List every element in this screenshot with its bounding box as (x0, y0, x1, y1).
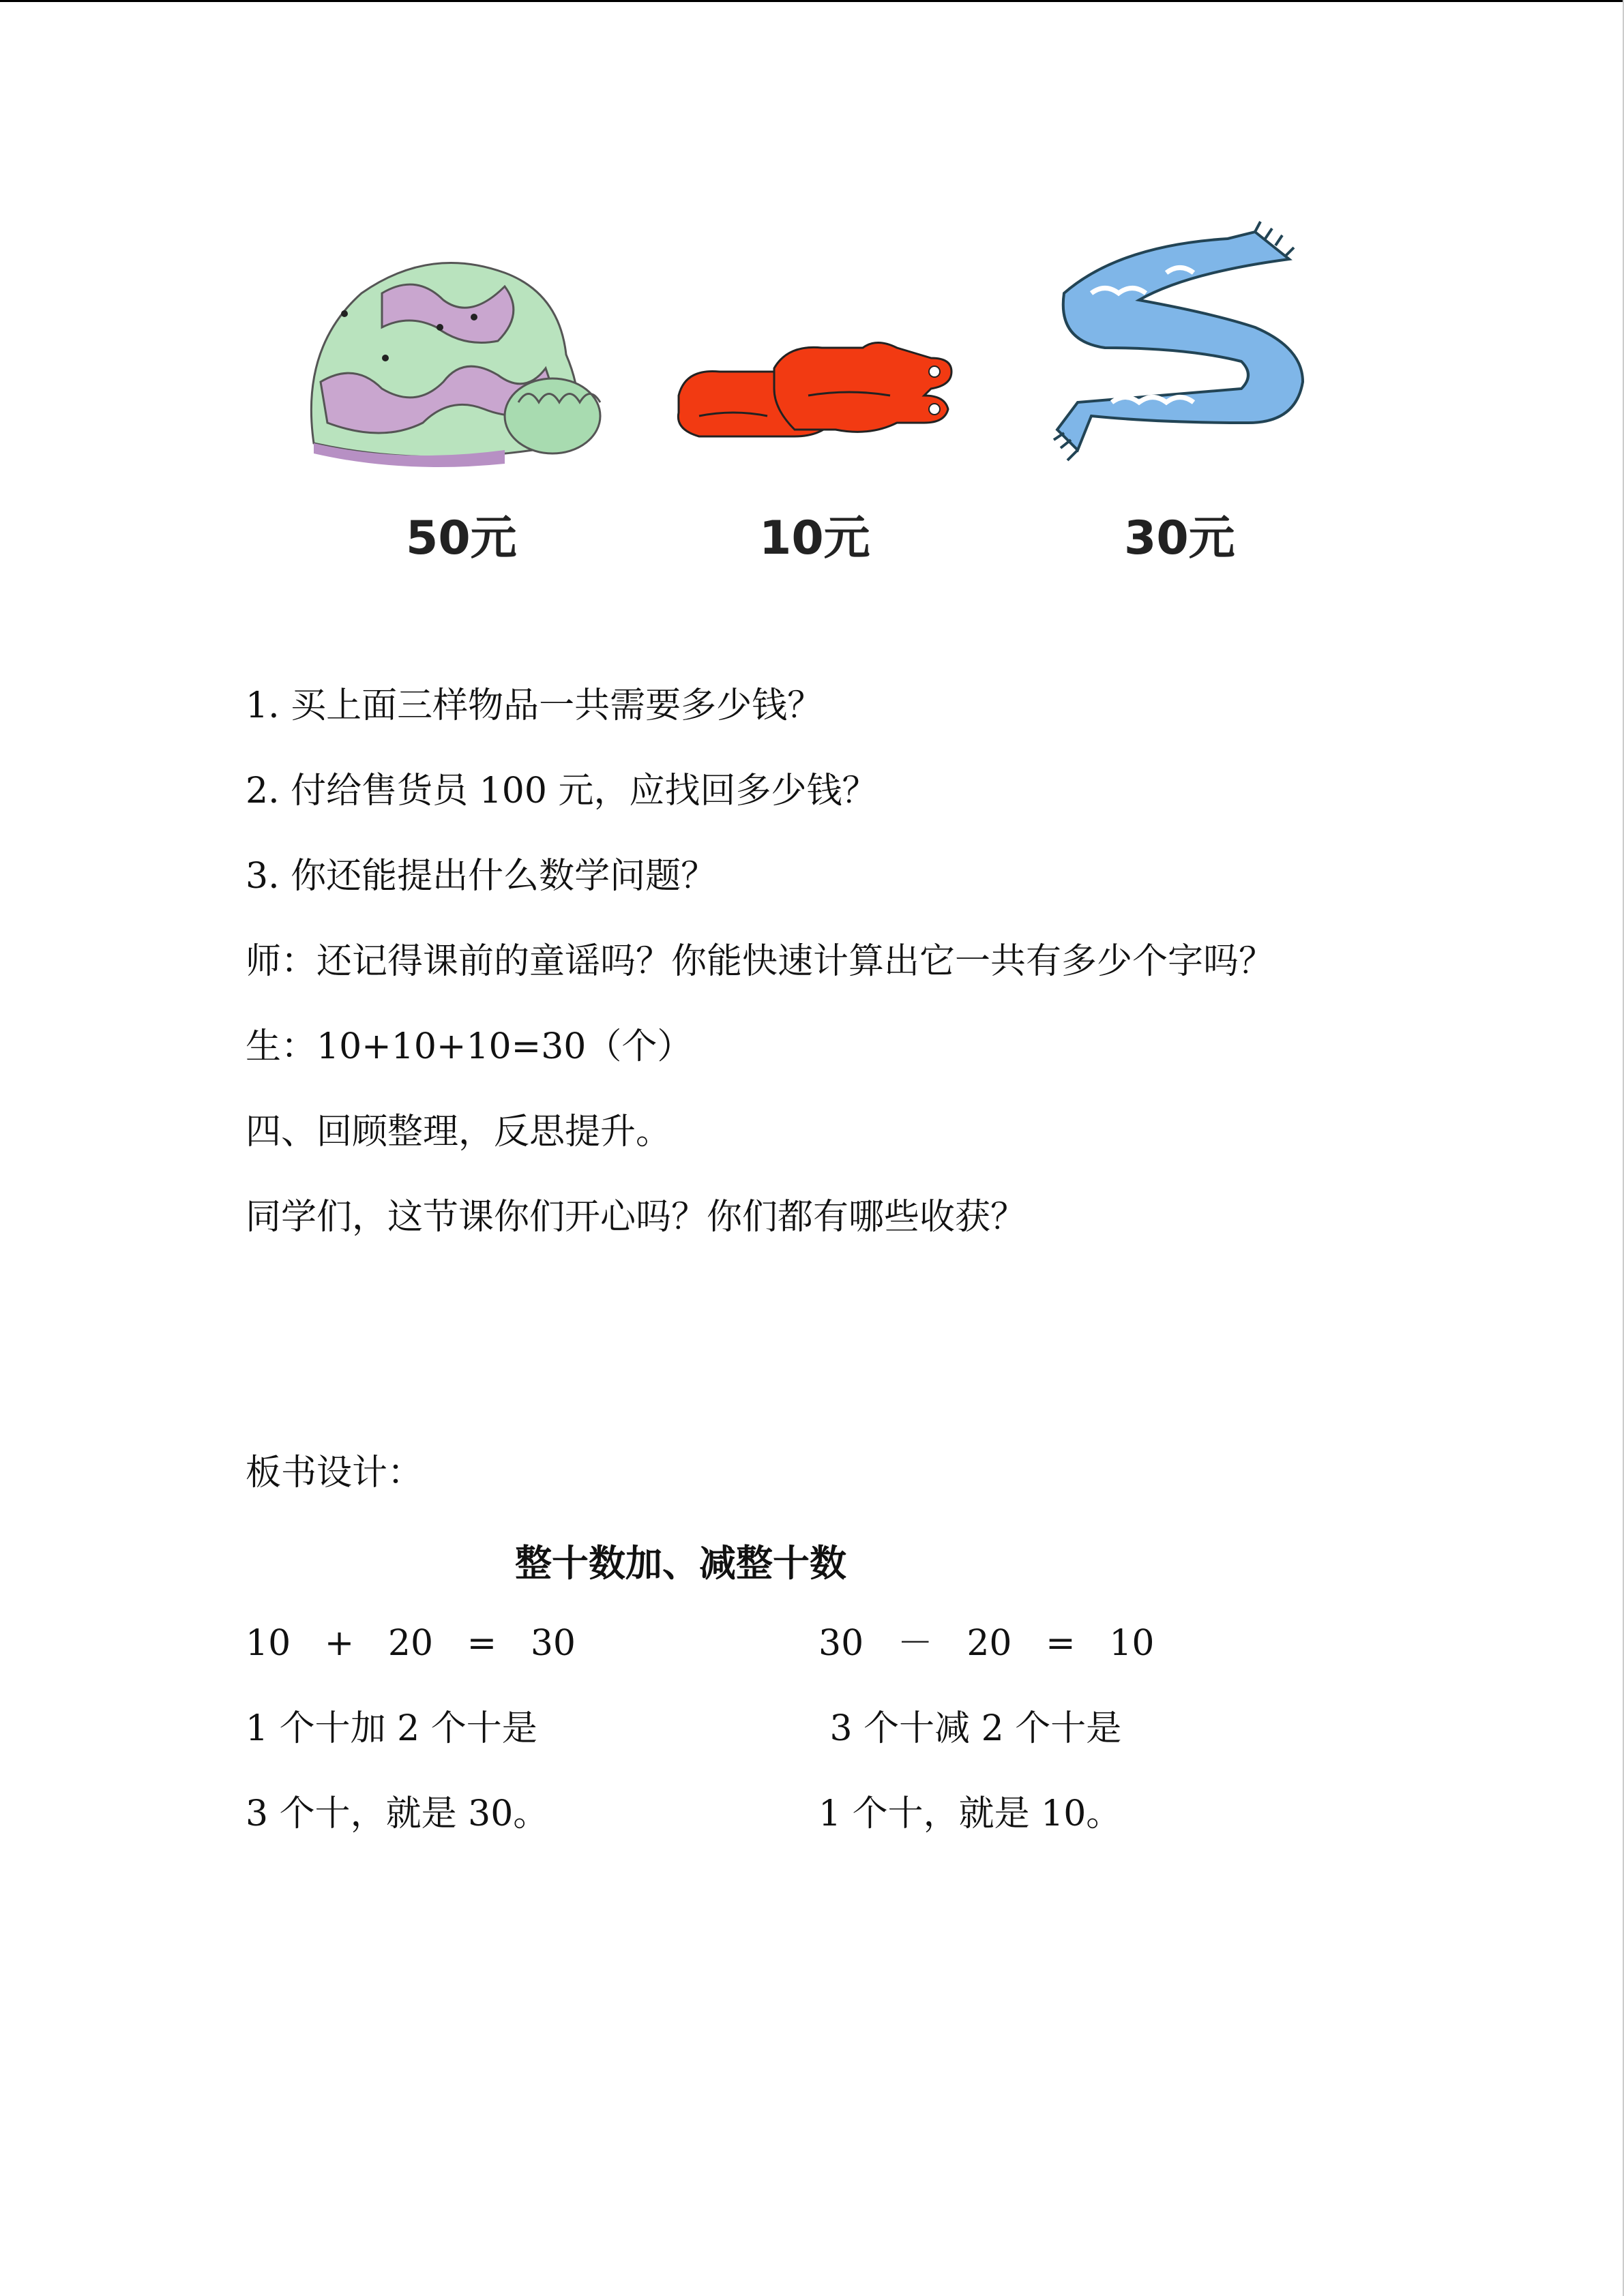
board-title: 整十数加、减整十数 (515, 1541, 846, 1585)
hat-price: 50元 (406, 511, 517, 565)
page-top-border (0, 0, 1624, 2)
board-label: 板书设计： (246, 1452, 424, 1493)
hat-image (300, 245, 621, 471)
scarf-price: 30元 (1124, 511, 1235, 565)
gloves-price: 10元 (759, 511, 870, 565)
right-line-2: 1 个十，就是 10。 (818, 1793, 1122, 1834)
left-equation: 10 + 20 = 30 (246, 1623, 576, 1664)
left-line-2: 3 个十，就是 30。 (246, 1793, 549, 1834)
student-line: 生：10+10+10=30（个） (246, 1026, 693, 1067)
right-equation: 30 － 20 = 10 (818, 1623, 1155, 1664)
question-3: 3. 你还能提出什么数学问题？ (246, 856, 717, 897)
closing-line: 同学们，这节课你们开心吗？你们都有哪些收获？ (246, 1197, 1027, 1238)
left-line-1: 1 个十加 2 个十是 (246, 1708, 537, 1749)
question-1: 1. 买上面三样物品一共需要多少钱？ (246, 685, 823, 726)
section-heading: 四、回顾整理，反思提升。 (246, 1112, 672, 1152)
gloves-image (672, 334, 958, 450)
question-2: 2. 付给售货员 100 元，应找回多少钱？ (246, 771, 878, 811)
teacher-line: 师：还记得课前的童谣吗？你能快速计算出它一共有多少个字吗？ (246, 941, 1275, 982)
right-line-1: 3 个十减 2 个十是 (818, 1708, 1122, 1749)
scarf-image (1050, 218, 1310, 477)
